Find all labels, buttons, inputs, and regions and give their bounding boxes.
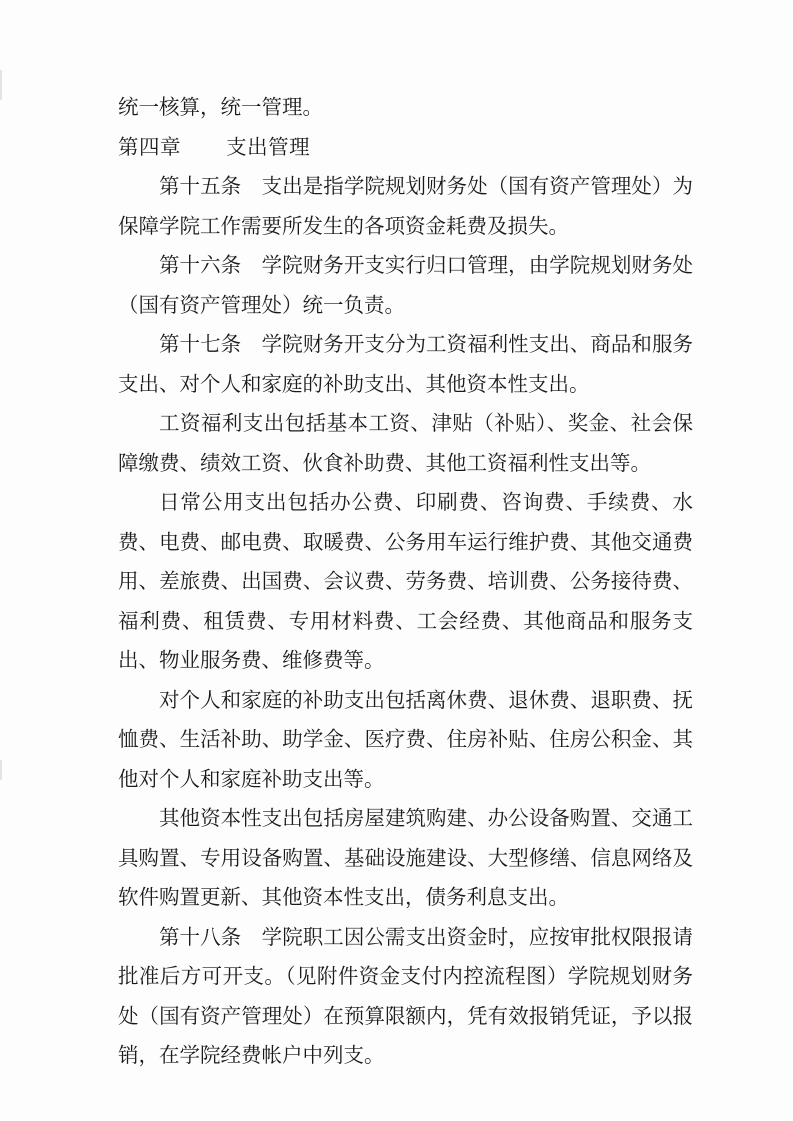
chapter-title: 支出管理	[226, 134, 311, 159]
paragraph-salary-expenses	[118, 404, 693, 483]
continuation-text: 统一核算，统一管理。	[118, 95, 323, 119]
paragraph-text: 支出是指学院规划财务处（国有资产管理处）为保障学院工作需要所发生的各项资金耗费及损失。	[118, 174, 694, 238]
article-number: 第十五条	[159, 174, 242, 198]
paragraph-text: 工资福利支出包括基本工资、津贴（补贴）、奖金、社会保障缴费、绩效工资、伙食补助费、其他工资福利性支出等。	[118, 411, 693, 475]
paragraph-article-15	[118, 167, 693, 246]
paragraph-text: 学院职工因公需支出资金时，应按审批权限报请批准后方可开支。（见附件资金支付内控流程图）学院规划财务处（国有资产管理处）在预算限额内，凭有效报销凭证，予以报销，在学院经费帐户中列支。	[118, 924, 694, 1067]
chapter-heading	[118, 128, 693, 168]
paragraph-text: 学院财务开支分为工资福利性支出、商品和服务支出、对个人和家庭的补助支出、其他资本性支出。	[118, 332, 694, 396]
article-number: 第十七条	[159, 332, 242, 356]
article-number: 第十六条	[159, 253, 242, 277]
paragraph-article-18	[118, 918, 693, 1076]
paragraph-article-16	[118, 246, 693, 325]
paragraph-subsidy-expenses	[118, 681, 693, 800]
paragraph-text: 对个人和家庭的补助支出包括离休费、退休费、退职费、抚恤费、生活补助、助学金、医疗费、住房补贴、住房公积金、其他对个人和家庭补助支出等。	[118, 687, 693, 791]
paragraph-text: 日常公用支出包括办公费、印刷费、咨询费、手续费、水费、电费、邮电费、取暖费、公务用车运行维护费、其他交通费用、差旅费、出国费、会议费、劳务费、培训费、公务接待费、福利费、租赁费、专用材料费、工会经费、其他商品和服务支出、物业服务费、维修费等。	[118, 490, 693, 672]
paragraph-public-expenses	[118, 483, 693, 681]
scan-edge-mark	[0, 70, 2, 100]
paragraph-text: 其他资本性支出包括房屋建筑购建、办公设备购置、交通工具购置、专用设备购置、基础设施建设、大型修缮、信息网络及软件购置更新、其他资本性支出，债务利息支出。	[118, 806, 693, 909]
document-body	[118, 88, 693, 1076]
paragraph-capital-expenses	[118, 799, 693, 918]
scan-edge-mark	[0, 760, 2, 780]
article-number: 第十八条	[159, 924, 242, 949]
chapter-number: 第四章	[118, 134, 181, 159]
paragraph-article-17	[118, 325, 693, 404]
paragraph-text: 学院财务开支实行归口管理，由学院规划财务处（国有资产管理处）统一负责。	[118, 253, 694, 317]
